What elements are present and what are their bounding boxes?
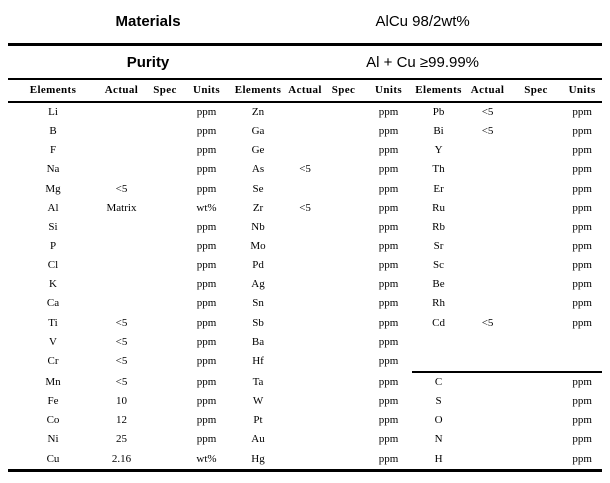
cell-units: ppm — [562, 372, 602, 392]
materials-value: AlCu 98/2wt% — [288, 0, 602, 45]
cell-element: Sr — [433, 240, 444, 253]
cell-spec — [145, 160, 185, 179]
cell-element: Ta — [252, 375, 264, 388]
cell-element: Cd — [432, 316, 445, 329]
cell-spec — [510, 102, 562, 122]
cell-spec — [510, 372, 562, 392]
cell-spec — [145, 180, 185, 199]
table-row — [8, 199, 602, 218]
table-row — [8, 102, 602, 122]
cell-spec — [322, 392, 365, 411]
cell-actual — [465, 141, 510, 160]
purity-label: Purity — [8, 45, 288, 80]
cell-element: Ti — [48, 316, 58, 329]
column-header-elements-2: Elements — [228, 79, 288, 102]
cell-spec — [145, 314, 185, 333]
cell-units: wt% — [185, 450, 228, 471]
cell-units — [562, 352, 602, 372]
cell-actual — [465, 160, 510, 179]
cell-units: ppm — [572, 125, 592, 138]
cell-units: ppm — [572, 240, 592, 253]
column-header-spec-2: Spec — [322, 79, 365, 102]
cell-spec — [510, 275, 562, 294]
cell-spec — [510, 294, 562, 313]
cell-spec — [322, 411, 365, 430]
cell-element — [412, 333, 465, 352]
cell-actual — [98, 294, 145, 313]
cell-spec — [510, 122, 562, 141]
cell-actual — [465, 237, 510, 256]
cell-spec — [145, 218, 185, 237]
cell-units: ppm — [378, 375, 399, 388]
cell-actual — [288, 333, 322, 352]
cell-actual — [465, 392, 510, 411]
cell-element: Sb — [252, 316, 264, 329]
cell-spec — [145, 333, 185, 352]
cell-actual — [98, 275, 145, 294]
cell-units: ppm — [572, 297, 592, 310]
table-row — [8, 314, 602, 333]
cell-actual — [288, 275, 322, 294]
cell-spec — [510, 218, 562, 237]
column-header-row — [8, 79, 602, 102]
cell-spec — [510, 180, 562, 199]
cell-actual — [98, 237, 145, 256]
cell-units: ppm — [196, 335, 217, 348]
cell-spec — [322, 122, 365, 141]
column-header-actual-3: Actual — [465, 79, 510, 102]
cell-spec — [510, 199, 562, 218]
cell-units: ppm — [196, 144, 217, 157]
cell-element: H — [412, 450, 465, 471]
cell-spec — [510, 237, 562, 256]
cell-actual — [98, 218, 145, 237]
cell-actual: <5 — [115, 355, 128, 368]
table-row — [8, 450, 602, 471]
cell-units: wt% — [196, 201, 217, 214]
cell-element: B — [49, 125, 57, 138]
table-row — [8, 392, 602, 411]
cell-units: ppm — [572, 278, 592, 291]
cell-spec — [322, 218, 365, 237]
cell-units: ppm — [196, 355, 217, 368]
column-header-elements-1: Elements — [8, 79, 98, 102]
cell-actual — [98, 141, 145, 160]
purity-row — [8, 45, 602, 80]
cell-element: C — [412, 372, 465, 392]
cell-spec — [145, 352, 185, 372]
cell-spec — [510, 392, 562, 411]
cell-actual — [465, 372, 510, 392]
table-row — [8, 411, 602, 430]
cell-actual — [288, 256, 322, 275]
cell-units: ppm — [378, 106, 399, 119]
cell-element: As — [251, 163, 265, 176]
cell-spec — [322, 160, 365, 179]
cell-spec — [322, 314, 365, 333]
cell-units: ppm — [196, 316, 217, 329]
cell-element: Ge — [251, 144, 265, 157]
cell-spec — [322, 372, 365, 392]
cell-element: Ga — [251, 125, 265, 138]
cell-spec — [145, 450, 185, 471]
cell-actual — [465, 430, 510, 449]
cell-element: Si — [48, 220, 58, 233]
cell-element: F — [49, 144, 57, 157]
cell-units: ppm — [378, 316, 399, 329]
cell-units: ppm — [572, 163, 592, 176]
cell-actual — [288, 218, 322, 237]
cell-actual: <5 — [115, 335, 128, 348]
cell-actual — [465, 333, 510, 352]
cell-units: ppm — [562, 450, 602, 471]
cell-units: ppm — [378, 259, 399, 272]
cell-units — [562, 333, 602, 352]
cell-units: ppm — [196, 240, 217, 253]
column-header-units-3: Units — [562, 79, 602, 102]
table-row — [8, 160, 602, 179]
table-row — [8, 180, 602, 199]
cell-units: ppm — [378, 182, 399, 195]
cell-units: ppm — [196, 163, 217, 176]
cell-element: Sn — [252, 297, 264, 310]
cell-spec — [510, 352, 562, 372]
cell-spec — [322, 180, 365, 199]
cell-units: ppm — [572, 182, 592, 195]
table-body — [8, 102, 602, 470]
cell-spec — [322, 333, 365, 352]
cell-actual — [465, 352, 510, 372]
table-row — [8, 122, 602, 141]
cell-actual: 2.16 — [98, 450, 145, 471]
cell-element: Pd — [252, 259, 264, 272]
cell-element: Se — [252, 182, 264, 195]
cell-actual — [288, 102, 322, 122]
cell-spec — [145, 122, 185, 141]
cell-element: Zr — [252, 201, 264, 214]
cell-element: Mo — [250, 240, 266, 253]
cell-actual — [465, 411, 510, 430]
cell-spec — [510, 333, 562, 352]
cell-element: Rh — [432, 297, 445, 310]
cell-units: ppm — [196, 259, 217, 272]
cell-units: ppm — [378, 278, 399, 291]
cell-element: Nb — [251, 220, 265, 233]
cell-units: ppm — [378, 395, 399, 408]
cell-element: Na — [46, 163, 60, 176]
cell-actual: <5 — [115, 375, 128, 388]
cell-element: V — [49, 335, 57, 348]
cell-units: ppm — [196, 106, 217, 119]
cell-element: O — [434, 414, 443, 427]
cell-units: ppm — [196, 182, 217, 195]
cell-units: ppm — [196, 220, 217, 233]
materials-row — [8, 0, 602, 45]
cell-actual — [288, 352, 322, 372]
cell-spec — [322, 102, 365, 122]
cell-units: ppm — [572, 316, 592, 329]
cell-spec — [510, 430, 562, 449]
column-header-actual-1: Actual — [98, 79, 145, 102]
cell-element: Co — [46, 414, 60, 427]
cell-actual — [465, 294, 510, 313]
cell-units: ppm — [572, 144, 592, 157]
cell-actual — [98, 102, 145, 122]
table-row — [8, 294, 602, 313]
cell-units: ppm — [196, 375, 217, 388]
cell-actual — [98, 160, 145, 179]
cell-units: ppm — [196, 125, 217, 138]
cell-spec — [145, 372, 185, 392]
table-row — [8, 352, 602, 372]
cell-element: Cl — [47, 259, 59, 272]
cell-actual — [288, 450, 322, 471]
cell-units: ppm — [572, 395, 592, 408]
cell-units: ppm — [196, 433, 217, 446]
cell-units: ppm — [572, 201, 592, 214]
cell-actual: <5 — [115, 316, 128, 329]
cell-element: Ru — [432, 201, 445, 214]
cell-actual — [288, 294, 322, 313]
cell-units: ppm — [378, 201, 399, 214]
cell-units: ppm — [378, 433, 399, 446]
cell-spec — [322, 294, 365, 313]
cell-element: P — [49, 240, 57, 253]
cell-units: ppm — [196, 395, 217, 408]
cell-spec — [145, 141, 185, 160]
cell-units: ppm — [365, 450, 412, 471]
table-row — [8, 256, 602, 275]
cell-spec — [322, 450, 365, 471]
cell-actual — [288, 237, 322, 256]
cell-element: Ca — [46, 297, 60, 310]
cell-actual — [288, 314, 322, 333]
cell-actual — [288, 122, 322, 141]
cell-spec — [145, 237, 185, 256]
cell-spec — [145, 430, 185, 449]
cell-actual: <5 — [481, 125, 494, 138]
cell-units: ppm — [572, 106, 592, 119]
cell-element: Ni — [47, 433, 59, 446]
column-header-units-1: Units — [185, 79, 228, 102]
cell-units: ppm — [378, 240, 399, 253]
cell-element: Be — [432, 278, 445, 291]
cell-element: Mg — [45, 182, 61, 195]
table-row — [8, 430, 602, 449]
cell-actual — [288, 372, 322, 392]
cell-actual — [98, 122, 145, 141]
cell-element: K — [49, 278, 57, 291]
cell-spec — [145, 275, 185, 294]
cell-actual: Matrix — [106, 201, 137, 214]
cell-actual — [465, 256, 510, 275]
cell-actual — [288, 180, 322, 199]
cell-element: Ba — [251, 335, 265, 348]
cell-spec — [510, 411, 562, 430]
cell-spec — [510, 141, 562, 160]
cell-spec — [145, 294, 185, 313]
cell-element: Pt — [253, 414, 263, 427]
cell-element: Au — [251, 433, 265, 446]
cell-spec — [510, 160, 562, 179]
cell-element: Er — [433, 182, 444, 195]
cell-element: Pb — [432, 106, 445, 119]
cell-units: ppm — [378, 297, 399, 310]
cell-spec — [322, 275, 365, 294]
cell-spec — [322, 256, 365, 275]
cell-units: ppm — [196, 414, 217, 427]
cell-actual — [98, 256, 145, 275]
cell-element: Mn — [45, 375, 61, 388]
cell-spec — [145, 199, 185, 218]
cell-actual: <5 — [115, 182, 128, 195]
cell-units: ppm — [196, 297, 217, 310]
cell-element: Zn — [251, 106, 265, 119]
cell-element: Hg — [228, 450, 288, 471]
cell-actual — [288, 141, 322, 160]
cell-spec — [322, 237, 365, 256]
cell-actual: 25 — [116, 433, 127, 446]
cell-actual — [288, 430, 322, 449]
cell-spec — [145, 392, 185, 411]
column-header-spec-1: Spec — [145, 79, 185, 102]
cell-actual — [288, 392, 322, 411]
cell-element: Y — [434, 144, 443, 157]
cell-spec — [145, 102, 185, 122]
cell-element: Rb — [432, 220, 445, 233]
cell-units: ppm — [572, 220, 592, 233]
cell-element: Th — [432, 163, 445, 176]
cell-units: ppm — [196, 278, 217, 291]
cell-spec — [322, 141, 365, 160]
cell-actual — [465, 218, 510, 237]
purity-value: Al + Cu ≥99.99% — [288, 45, 602, 80]
cell-units: ppm — [378, 125, 399, 138]
cell-element: Ag — [251, 278, 265, 291]
cell-element: Cu — [8, 450, 98, 471]
cell-element: S — [435, 395, 442, 408]
cell-spec — [510, 450, 562, 471]
cell-actual — [465, 275, 510, 294]
cell-units: ppm — [378, 355, 399, 368]
cell-element: Al — [47, 201, 59, 214]
cell-actual — [465, 450, 510, 471]
cell-element: Li — [48, 106, 58, 119]
cell-spec — [322, 430, 365, 449]
column-header-actual-2: Actual — [288, 79, 322, 102]
cell-actual — [465, 199, 510, 218]
cell-units: ppm — [572, 414, 592, 427]
cell-actual: <5 — [299, 163, 311, 176]
table-row — [8, 275, 602, 294]
table-row — [8, 333, 602, 352]
table-row — [8, 141, 602, 160]
cell-element: N — [434, 433, 443, 446]
cell-element: Fe — [47, 395, 59, 408]
cell-actual: 10 — [116, 395, 127, 408]
cell-units: ppm — [378, 144, 399, 157]
cell-element — [412, 352, 465, 372]
cell-element: Cr — [47, 355, 59, 368]
cell-units: ppm — [378, 163, 399, 176]
cell-actual — [288, 411, 322, 430]
column-header-elements-3: Elements — [412, 79, 465, 102]
cell-actual: <5 — [299, 201, 311, 214]
cell-element: Bi — [433, 125, 444, 138]
cell-actual: 12 — [116, 414, 127, 427]
cell-spec — [322, 199, 365, 218]
table-row — [8, 372, 602, 392]
cell-spec — [145, 411, 185, 430]
cell-units: ppm — [378, 220, 399, 233]
materials-label: Materials — [8, 0, 288, 45]
cell-spec — [322, 352, 365, 372]
column-header-spec-3: Spec — [510, 79, 562, 102]
cell-spec — [510, 314, 562, 333]
cell-units: ppm — [572, 433, 592, 446]
column-header-units-2: Units — [365, 79, 412, 102]
cell-units: ppm — [572, 259, 592, 272]
table-row — [8, 218, 602, 237]
cell-spec — [510, 256, 562, 275]
cell-spec — [145, 256, 185, 275]
materials-purity-table — [8, 0, 602, 472]
cell-element: W — [252, 395, 264, 408]
table-row — [8, 237, 602, 256]
cell-element: Sc — [433, 259, 445, 272]
cell-actual: <5 — [481, 316, 494, 329]
cell-element: Hf — [252, 355, 264, 368]
cell-actual — [465, 180, 510, 199]
cell-units: ppm — [378, 335, 399, 348]
cell-units: ppm — [378, 414, 399, 427]
cell-actual: <5 — [481, 106, 494, 119]
